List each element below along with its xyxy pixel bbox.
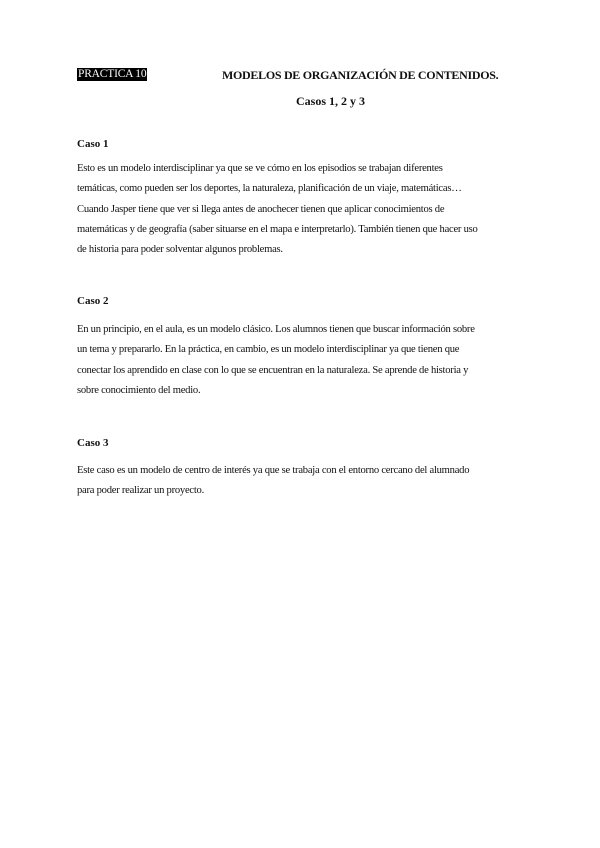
case-2-line: sobre conocimiento del medio. — [77, 384, 201, 396]
case-1-line: Esto es un modelo interdisciplinar ya que se ve cómo en los episodios se trabajan diferentes — [77, 163, 443, 174]
case-1-line: matemáticas y de geografía (saber situarse en el mapa e interpretarlo). También tienen que hacer uso — [77, 223, 478, 235]
case-3-body — [77, 461, 527, 502]
document-subtitle: Casos 1, 2 y 3 — [296, 94, 366, 108]
case-2-line: En un principio, en el aula, es un modelo clásico. Los alumnos tienen que buscar información sobre — [77, 324, 475, 335]
case-3-heading: Caso 3 — [77, 437, 109, 449]
case-1-heading: Caso 1 — [77, 138, 109, 150]
case-1-line: Cuando Jasper tiene que ver si llega antes de anochecer tienen que aplicar conocimientos de — [77, 203, 445, 215]
case-2-line: conectar los aprendido en clase con lo que se encuentran en la naturaleza. Se aprende de historia y — [77, 364, 469, 376]
case-1-body — [77, 159, 527, 260]
case-3-line: para poder realizar un proyecto. — [77, 485, 204, 497]
document-title: MODELOS DE ORGANIZACIÓN DE CONTENIDOS. — [222, 68, 499, 82]
case-2-heading: Caso 2 — [77, 295, 109, 307]
case-2-line: un tema y prepararlo. En la práctica, en cambio, es un modelo interdisciplinar ya que tienen que — [77, 344, 460, 356]
case-1-line: temáticas, como pueden ser los deportes, la naturaleza, planificación de un viaje, matemáticas… — [77, 183, 462, 195]
case-2-body — [77, 320, 527, 401]
case-3-line: Este caso es un modelo de centro de interés ya que se trabaja con el entorno cercano del alumnado — [77, 465, 470, 476]
practice-label: PRACTICA 10 — [78, 68, 147, 80]
case-1-line: de historia para poder solventar algunos problemas. — [77, 244, 283, 256]
